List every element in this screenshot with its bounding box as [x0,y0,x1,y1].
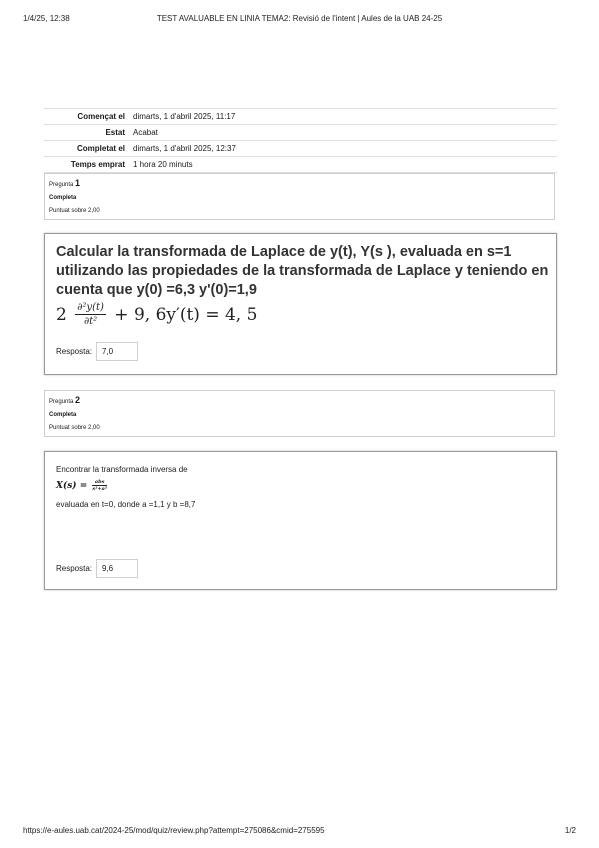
answer-label: Resposta: [56,347,93,356]
question-number [49,394,554,409]
summary-label: Estat [44,125,129,141]
summary-label: Completat el [44,141,129,157]
question-1-info [44,173,555,220]
math-denominator: s²+a² [92,486,108,492]
math-numerator: ∂²y(t) [77,302,104,313]
question-status: Completa [49,412,77,418]
summary-value: Acabat [129,125,557,141]
question-label: Pregunta [49,182,74,188]
question-1-content [44,233,557,375]
attempt-summary-table [44,108,557,173]
math-denominator: ∂t² [83,316,98,327]
answer-input[interactable]: 7,0 [96,342,138,361]
question-number-value: 1 [75,178,81,188]
summary-value: 1 hora 20 minuts [129,157,557,173]
question-number-value: 2 [75,395,81,405]
answer-input[interactable]: 9,6 [96,559,138,578]
evaluation-text: evaluada en t=0, donde a =1,1 y b =8,7 [56,500,196,509]
page-number: 1/2 [564,826,576,835]
math-fraction [92,479,107,492]
summary-value: dimarts, 1 d'abril 2025, 12:37 [129,141,557,157]
math-numerator: abs [92,479,107,486]
question-status: Completa [49,195,77,201]
summary-row [44,157,557,173]
question-text: Calcular la transformada de Laplace de y(t), Y(s ), evaluada en s=1 utilizando las propiedades de la transformada de Laplace y teniendo en cuenta que y(0) =6,3 y'(0)=1,9 [56,244,549,298]
question-text: Encontrar la transformada inversa de [56,465,188,474]
math-fraction [75,301,106,328]
summary-value: dimarts, 1 d'abril 2025, 11:17 [129,109,557,125]
math-rest: + 9, 6y′(t) = 4, 5 [114,304,258,325]
answer-label: Resposta: [56,564,93,573]
summary-row [44,141,557,157]
print-title: TEST AVALUABLE EN LINIA TEMA2: Revisió de l'intent | Aules de la UAB 24-25 [156,14,443,23]
laplace-expression [56,479,107,492]
question-grade: Puntuat sobre 2,00 [49,208,100,214]
question-2-info [44,390,555,437]
question-number [49,177,554,192]
differential-equation [56,301,257,328]
summary-label: Començat el [44,109,129,125]
math-coefficient: 2 [56,304,67,325]
page-url: https://e-aules.uab.cat/2024-25/mod/quiz/review.php?attempt=275086&cmid=275595 [23,826,325,835]
summary-label: Temps emprat [44,157,129,173]
summary-row [44,109,557,125]
question-2-content [44,451,557,590]
question-grade: Puntuat sobre 2,00 [49,425,100,431]
math-lhs: X(s) = [56,481,88,491]
print-date: 1/4/25, 12:38 [23,14,70,23]
summary-row [44,125,557,141]
question-label: Pregunta [49,399,74,405]
